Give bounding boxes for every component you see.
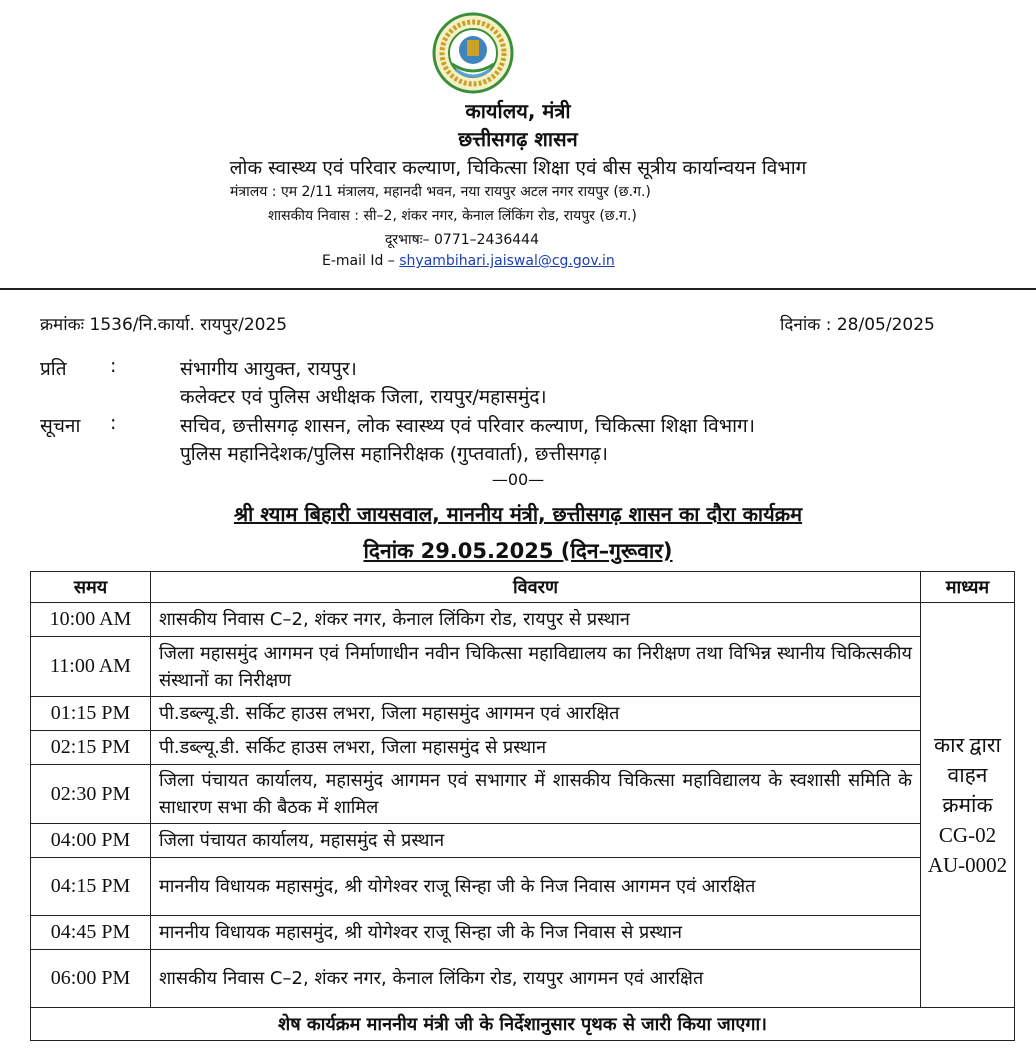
transport-mode bbox=[921, 603, 1015, 1008]
mode-line: क्रमांक bbox=[942, 793, 993, 817]
row-description: जिला महासमुंद आगमन एवं निर्माणाधीन नवीन चिकित्सा महाविद्यालय का निरीक्षण तथा विभिन्न स्थानीय चिकित्सकीय संस्थानों का निरीक्षण bbox=[151, 637, 921, 697]
schedule-date: दिनांक 29.05.2025 (दिन–गुरूवार) bbox=[363, 539, 673, 563]
table-row bbox=[31, 765, 1015, 824]
recipient-to-2: कलेक्टर एवं पुलिस अधीक्षक जिला, रायपुर/महासमुंद। bbox=[180, 386, 547, 408]
table-footer-row bbox=[31, 1008, 1015, 1041]
government-name: छत्तीसगढ़ शासन bbox=[458, 127, 578, 151]
table-row bbox=[31, 916, 1015, 950]
phone-number: दूरभाषः– 0771–2436444 bbox=[385, 232, 539, 248]
ministry-address: मंत्रालय : एम 2/11 मंत्रालय, महानदी भवन, नया रायपुर अटल नगर रायपुर (छ.ग.) bbox=[230, 184, 651, 200]
department-name: लोक स्वास्थ्य एवं परिवार कल्याण, चिकित्सा शिक्षा एवं बीस सूत्रीय कार्यान्वयन विभाग bbox=[229, 157, 807, 179]
row-description: माननीय विधायक महासमुंद, श्री योगेश्वर राजू सिन्हा जी के निज निवास आगमन एवं आरक्षित bbox=[151, 858, 921, 916]
email-line bbox=[322, 253, 722, 269]
separator-mark: —00— bbox=[491, 470, 545, 489]
schedule-table bbox=[30, 571, 1015, 1041]
table-row bbox=[31, 637, 1015, 697]
row-description: पी.डब्ल्यू.डी. सर्किट हाउस लभरा, जिला महासमुंद से प्रस्थान bbox=[151, 731, 921, 765]
row-description: शासकीय निवास C–2, शंकर नगर, केनाल लिंकिग रोड, रायपुर से प्रस्थान bbox=[151, 603, 921, 637]
office-title: कार्यालय, मंत्री bbox=[465, 99, 571, 123]
mode-line: AU-0002 bbox=[927, 853, 1008, 877]
table-row bbox=[31, 731, 1015, 765]
row-description: पी.डब्ल्यू.डी. सर्किट हाउस लभरा, जिला महासमुंद आगमन एवं आरक्षित bbox=[151, 697, 921, 731]
schedule-title: श्री श्याम बिहारी जायसवाल, माननीय मंत्री, छत्तीसगढ़ शासन का दौरा कार्यक्रम bbox=[233, 502, 803, 526]
info-colon: : bbox=[110, 412, 117, 434]
table-header-row bbox=[31, 572, 1015, 603]
recipient-to-1: संभागीय आयुक्त, रायपुर। bbox=[180, 358, 357, 380]
mode-line: वाहन bbox=[947, 763, 988, 787]
row-time: 04:15 PM bbox=[31, 858, 151, 916]
reference-date: दिनांक : 28/05/2025 bbox=[780, 315, 935, 335]
table-footer-note: शेष कार्यक्रम माननीय मंत्री जी के निर्देशानुसार पृथक से जारी किया जाएगा। bbox=[31, 1008, 1015, 1041]
row-time: 02:30 PM bbox=[31, 765, 151, 824]
row-time: 04:00 PM bbox=[31, 824, 151, 858]
email-label: E-mail Id – bbox=[322, 253, 400, 269]
header-description: विवरण bbox=[151, 572, 921, 603]
residence-address: शासकीय निवास : सी–2, शंकर नगर, केनाल लिंकिंग रोड, रायपुर (छ.ग.) bbox=[268, 208, 637, 224]
row-description: जिला पंचायत कार्यालय, महासमुंद आगमन एवं सभागार में शासकीय चिकित्सा महाविद्यालय के स्वशासी समिति के साधारण सभा की बैठक में शामिल bbox=[151, 765, 921, 824]
mode-line: CG-02 bbox=[938, 823, 997, 847]
row-description: जिला पंचायत कार्यालय, महासमुंद से प्रस्थान bbox=[151, 824, 921, 858]
recipient-info-2: पुलिस महानिदेशक/पुलिस महानिरीक्षक (गुप्तवार्ता), छत्तीसगढ़। bbox=[180, 443, 608, 465]
row-time: 11:00 AM bbox=[31, 637, 151, 697]
table-row bbox=[31, 603, 1015, 637]
row-description: माननीय विधायक महासमुंद, श्री योगेश्वर राजू सिन्हा जी के निज निवास से प्रस्थान bbox=[151, 916, 921, 950]
row-time: 01:15 PM bbox=[31, 697, 151, 731]
table-row bbox=[31, 697, 1015, 731]
header-mode: माध्यम bbox=[921, 572, 1015, 603]
row-description: शासकीय निवास C–2, शंकर नगर, केनाल लिंकिग रोड, रायपुर आगमन एवं आरक्षित bbox=[151, 950, 921, 1008]
table-row bbox=[31, 858, 1015, 916]
info-label: सूचना bbox=[40, 415, 81, 437]
recipient-info-1: सचिव, छत्तीसगढ़ शासन, लोक स्वास्थ्य एवं परिवार कल्याण, चिकित्सा शिक्षा विभाग। bbox=[180, 415, 755, 437]
to-label: प्रति bbox=[40, 358, 67, 380]
row-time: 10:00 AM bbox=[31, 603, 151, 637]
mode-line: कार द्वारा bbox=[934, 733, 1001, 757]
email-link[interactable]: shyambihari.jaiswal@cg.gov.in bbox=[399, 253, 615, 269]
reference-number: क्रमांकः 1536/नि.कार्या. रायपुर/2025 bbox=[40, 315, 288, 335]
chhattisgarh-emblem-icon bbox=[432, 12, 514, 94]
row-time: 06:00 PM bbox=[31, 950, 151, 1008]
header-divider bbox=[0, 288, 1036, 290]
header-time: समय bbox=[31, 572, 151, 603]
to-colon: : bbox=[110, 355, 117, 377]
row-time: 02:15 PM bbox=[31, 731, 151, 765]
row-time: 04:45 PM bbox=[31, 916, 151, 950]
table-row bbox=[31, 950, 1015, 1008]
table-row bbox=[31, 824, 1015, 858]
